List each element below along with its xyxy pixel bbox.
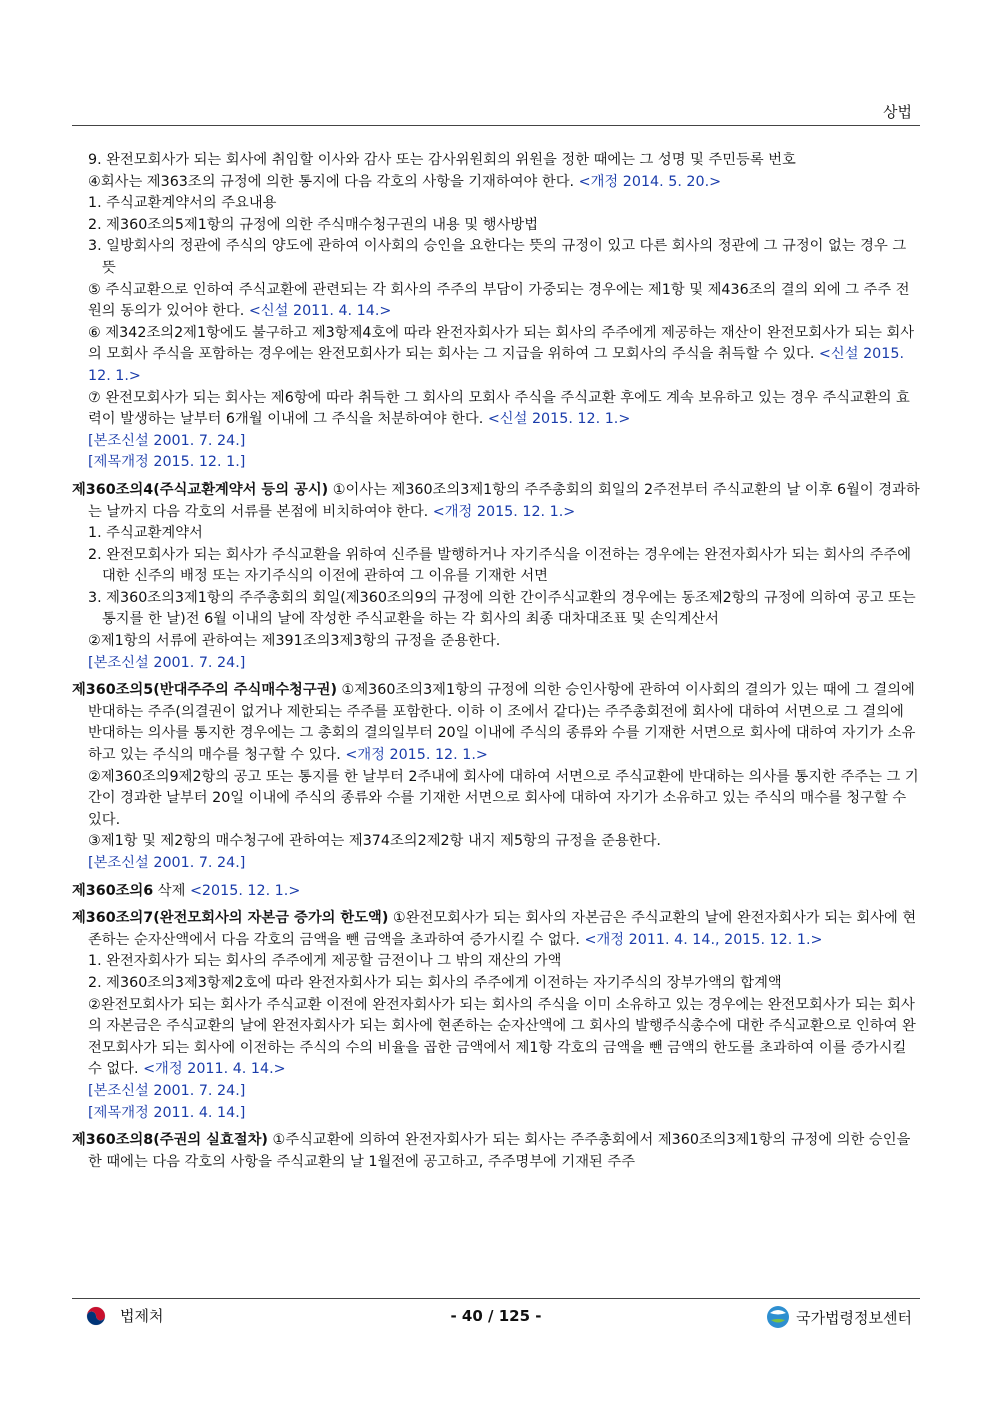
title-amendment-tag: [제목개정 2011. 4. 14.] <box>88 1104 246 1121</box>
amendment-note: <신설 2015. 12. 1.> <box>88 346 904 384</box>
title-amendment-tag: [제목개정 2015. 12. 1.] <box>88 454 246 471</box>
article-360-8: 제360조의8(주권의 실효절차) ①주식교환에 의하여 완전자회사가 되는 회사는 주주총회에서 제360조의3제1항의 규정에 의한 승인을 한 때에는 다음 각호의 사항을 주식교환의 날 1월전에 공고하고, 주주명부에 기재된 주주 <box>72 1132 911 1170</box>
article-title: 제360조의5(반대주주의 주식매수청구권) <box>72 682 337 699</box>
document-title: 상법 <box>883 103 912 121</box>
article-360-7: 제360조의7(완전모회사의 자본금 증가의 한도액) ①완전모회사가 되는 회사의 자본금은 주식교환의 날에 완전자회사가 되는 회사에 현존하는 순자산액에서 다음 각호의 금액을 뺀 금액을 초과하여 증가시킬 수 없다. <개정 2011. 4. 14., 2015. 12. 1.> <box>72 910 917 948</box>
item-2: 2. 제360조의5제1항의 규정에 의한 주식매수청구권의 내용 및 행사방법 <box>88 216 539 233</box>
article-title: 제360조의6 <box>72 882 154 899</box>
enactment-tag: [본조신설 2001. 7. 24.] <box>88 855 246 871</box>
article-360-4: 제360조의4(주식교환계약서 등의 공시) ①이사는 제360조의3제1항의 주주총회의 회일의 2주전부터 주식교환의 날 이후 6월이 경과하는 날까지 다음 각호의 서류를 본점에 비치하여야 한다. <개정 2015. 12. 1.> <box>72 481 920 520</box>
amendment-note: <2015. 12. 1.> <box>189 882 301 899</box>
footer-divider <box>72 1298 920 1299</box>
amendment-note: <개정 2011. 4. 14., 2015. 12. 1.> <box>584 931 823 948</box>
paragraph-5: ⑤ 주식교환으로 인하여 주식교환에 관련되는 각 회사의 주주의 부담이 가중되는 경우에는 제1항 및 제436조의 결의 외에 그 주주 전원의 동의가 있어야 한다. <신설 2011. 4. 14.> <box>88 281 910 320</box>
amendment-note: <개정 2015. 12. 1.> <box>432 503 576 520</box>
paragraph-6: ⑥ 제342조의2제1항에도 불구하고 제3항제4호에 따라 완전자회사가 되는 회사의 주주에게 제공하는 재산이 완전모회사가 되는 회사의 모회사 주식을 포함하는 경우에는 완전모회사가 되는 회사는 그 지급을 위하여 그 모회사의 주식을 취득할 수 있다. <신설 2015. 12. 1.> <box>88 324 915 384</box>
paragraph-2: ②완전모회사가 되는 회사가 주식교환 이전에 완전자회사가 되는 회사의 주식을 이미 소유하고 있는 경우에는 완전모회사가 되는 회사의 자본금은 주식교환의 날에 완전자회사가 되는 회사에 현존하는 순자산액에 그 회사의 발행주식총수에 대한 주식교환으로 인하여 완전모회사가 되는 회사에 이전하는 주식의 수의 비율을 곱한 금액에서 제1항 각호의 금액을 뺀 금액의 한도를 초과하여 이를 증가시킬 수 없다. <개정 2011. 4. 14.> <box>88 996 916 1078</box>
page-header <box>72 95 920 126</box>
article-title: 제360조의4(주식교환계약서 등의 공시) <box>72 481 329 498</box>
paragraph-7: ⑦ 완전모회사가 되는 회사는 제6항에 따라 취득한 그 회사의 모회사 주식을 주식교환 후에도 계속 보유하고 있는 경우 주식교환의 효력이 발생하는 날부터 6개월 이내에 그 주식을 처분하여야 한다. <신설 2015. 12. 1.> <box>88 389 910 428</box>
law-info-center-logo-icon <box>766 1305 790 1329</box>
item-3: 3. 일방회사의 정관에 주식의 양도에 관하여 이사회의 승인을 요한다는 뜻의 규정이 있고 다른 회사의 정관에 그 규정이 없는 경우 그 뜻 <box>88 238 907 276</box>
amendment-note: <개정 2014. 5. 20.> <box>578 173 722 190</box>
article-title: 제360조의8(주권의 실효절차) <box>72 1132 268 1149</box>
document-body <box>72 150 922 1173</box>
item-1: 1. 주식교환계약서 <box>88 525 203 542</box>
paragraph-2: ②제360조의9제2항의 공고 또는 통지를 한 날부터 2주내에 회사에 대하여 서면으로 주식교환에 반대하는 의사를 통지한 주주는 그 기간이 경과한 날부터 20일 이내에 주식의 종류와 수를 기재한 서면으로 회사에 대하여 자기가 소유하고 있는 주식의 매수를 청구할 수 있다. <box>88 768 919 828</box>
amendment-note: <신설 2015. 12. 1.> <box>487 411 631 428</box>
enactment-tag: [본조신설 2001. 7. 24.] <box>88 1082 246 1099</box>
enactment-tag: [본조신설 2001. 7. 24.] <box>88 654 246 671</box>
footer-right <box>766 1305 912 1329</box>
article-360-5: 제360조의5(반대주주의 주식매수청구권) ①제360조의3제1항의 규정에 의한 승인사항에 관하여 이사회의 결의가 있는 때에 그 결의에 반대하는 주주(의결권이 없거나 제한되는 주주를 포함한다. 이하 이 조에서 같다)는 주주총회전에 회사에 대하여 서면으로 그 결의에 반대하는 의사를 통지한 경우에는 그 총회의 결의일부터 20일 이내에 주식의 종류와 수를 기재한 서면으로 회사에 대하여 자기가 소유하고 있는 주식의 매수를 청구할 수 있다. <개정 2015. 12. 1.> <box>72 682 916 764</box>
item-3: 3. 제360조의3제1항의 주주총회의 회일(제360조의9의 규정에 의한 간이주식교환의 경우에는 동조제2항의 규정에 의하여 공고 또는 통지를 한 날)전 6월 이내의 날에 작성한 주식교환을 하는 각 회사의 최종 대차대조표 및 손익계산서 <box>88 589 916 628</box>
amendment-note: <신설 2011. 4. 14.> <box>248 303 392 320</box>
item-1: 1. 완전자회사가 되는 회사의 주주에게 제공할 금전이나 그 밖의 재산의 가액 <box>88 953 562 970</box>
paragraph-3: ③제1항 및 제2항의 매수청구에 관하여는 제374조의2제2항 내지 제5항의 규정을 준용한다. <box>88 833 661 850</box>
article-title: 제360조의7(완전모회사의 자본금 증가의 한도액) <box>72 910 389 927</box>
item-2: 2. 제360조의3제3항제2호에 따라 완전자회사가 되는 회사의 주주에게 이전하는 자기주식의 장부가액의 합계액 <box>88 974 782 991</box>
page-number: - 40 / 125 - <box>450 1307 542 1325</box>
item-9: 9. 완전모회사가 되는 회사에 취임할 이사와 감사 또는 감사위원회의 위원을 정한 때에는 그 성명 및 주민등록 번호 <box>88 152 796 168</box>
item-1: 1. 주식교환계약서의 주요내용 <box>88 195 277 212</box>
enactment-tag: [본조신설 2001. 7. 24.] <box>88 432 246 449</box>
article-360-6: 제360조의6 삭제 <2015. 12. 1.> <box>72 882 301 899</box>
amendment-note: <개정 2015. 12. 1.> <box>345 747 488 764</box>
footer-org-name: 법제처 <box>120 1307 164 1325</box>
paragraph-2: ②제1항의 서류에 관하여는 제391조의3제3항의 규정을 준용한다. <box>88 633 501 650</box>
paragraph-4: ④회사는 제363조의 규정에 의한 통지에 다음 각호의 사항을 기재하여야 한다. <개정 2014. 5. 20.> <box>88 173 722 190</box>
footer-center-name: 국가법령정보센터 <box>796 1308 912 1327</box>
amendment-note: <개정 2011. 4. 14.> <box>143 1061 286 1078</box>
item-2: 2. 완전모회사가 되는 회사가 주식교환을 위하여 신주를 발행하거나 자기주식을 이전하는 경우에는 완전자회사가 되는 회사의 주주에 대한 신주의 배정 또는 자기주식의 이전에 관하여 그 이유를 기재한 서면 <box>88 546 912 585</box>
